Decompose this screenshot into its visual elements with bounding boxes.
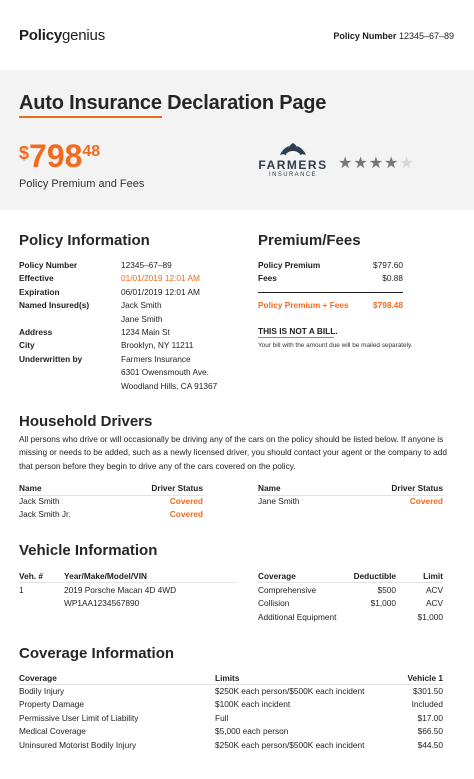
policy-info-value: 12345–67–89 — [121, 260, 172, 270]
policy-info-row — [19, 299, 249, 312]
coverage-info-name: Medical Coverage — [19, 726, 86, 737]
policy-info-value: 06/01/2019 12:01 AM — [121, 286, 200, 297]
drivers-col-name: Name — [19, 483, 42, 493]
coverage-info-limits: Full — [215, 712, 229, 723]
vehicle-model: 2019 Porsche Macan 4D 4WD — [64, 585, 177, 595]
policy-info-value: Brooklyn, NY 11211 — [121, 340, 194, 351]
driver-status: Covered — [409, 496, 443, 506]
vehicle-coverage-row — [258, 597, 443, 610]
drivers-left-list — [19, 495, 203, 522]
drivers-col-status: Driver Status — [151, 483, 203, 493]
coverage-info-name: Property Damage — [19, 699, 85, 710]
coverage-info-vehicle: $66.50 — [417, 726, 443, 737]
drivers-right-list — [258, 495, 443, 508]
coverage-info-row — [19, 712, 443, 725]
price-dollars: 798 — [29, 138, 83, 174]
price-cents: 48 — [82, 143, 101, 160]
driver-name: Jack Smith — [19, 496, 60, 506]
drivers-col-name-2: Name — [258, 483, 281, 493]
brand-bold: Policy — [19, 27, 62, 44]
policy-info-row — [19, 259, 249, 272]
policy-info-value: Woodland Hills, CA 91367 — [121, 380, 218, 391]
policy-info-value: Jane Smith — [121, 313, 163, 324]
policy-info-row — [19, 339, 249, 352]
premium-table — [258, 259, 403, 286]
title-underline — [19, 116, 162, 118]
brand-logo — [19, 27, 105, 44]
price-currency: $ — [19, 143, 30, 163]
policy-info-heading: Policy Information — [19, 232, 150, 249]
covinfo-col-vehicle: Vehicle 1 — [407, 673, 443, 683]
policy-info-label: Expiration — [19, 286, 60, 297]
policy-info-label: Effective — [19, 273, 54, 284]
vehicle-coverage-row — [258, 611, 443, 624]
vehicle-coverage-limit: ACV — [425, 585, 443, 595]
vehicle-coverage-name: Comprehensive — [258, 585, 317, 595]
coverage-info-row — [19, 685, 443, 698]
premium-row — [258, 272, 403, 285]
coverage-info-vehicle: $17.00 — [417, 712, 443, 723]
covinfo-col-coverage: Coverage — [19, 673, 57, 683]
driver-row — [19, 495, 203, 508]
policy-info-row — [19, 326, 249, 339]
coverage-info-limits: $100K each incident — [215, 699, 291, 710]
vehicle-rule — [19, 582, 237, 583]
driver-name: Jane Smith — [258, 496, 300, 506]
coverage-col-limit: Limit — [423, 571, 443, 581]
star-icon: ★ — [399, 155, 415, 172]
vehicle-coverage-limit: $1,000 — [417, 611, 443, 622]
covinfo-col-limits: Limits — [215, 673, 240, 683]
policy-info-value: Jack Smith — [121, 300, 162, 311]
coverage-col-deductible: Deductible — [353, 571, 396, 581]
policy-info-value: Farmers Insurance — [121, 353, 191, 364]
policy-info-row — [19, 380, 249, 393]
driver-status: Covered — [169, 509, 203, 520]
premium-total-value: $798.48 — [373, 300, 403, 310]
coverage-info-row — [19, 725, 443, 738]
policy-info-label: Named Insured(s) — [19, 300, 90, 311]
premium-label: Fees — [258, 273, 277, 284]
premium-value: $797.60 — [373, 260, 403, 270]
insurer-logo-sub: INSURANCE — [269, 172, 317, 178]
coverage-info-name: Permissive User Limit of Liability — [19, 712, 139, 723]
premium-divider — [258, 292, 403, 293]
vehicle-vin: WP1AA1234567890 — [64, 598, 140, 608]
coverage-info-vehicle: Included — [411, 699, 443, 710]
premium-heading: Premium/Fees — [258, 232, 361, 249]
drivers-heading: Household Drivers — [19, 413, 153, 430]
coverage-info-row — [19, 739, 443, 752]
vehicle-coverage-deductible: $500 — [377, 585, 396, 595]
page-title: Auto Insurance Declaration Page — [19, 92, 327, 114]
policy-info-label: Underwritten by — [19, 353, 83, 364]
policy-info-label: Policy Number — [19, 260, 78, 270]
vehicle-coverage-deductible: $1,000 — [370, 598, 396, 609]
policy-info-label: City — [19, 340, 35, 351]
policy-info-value: 1234 Main St — [121, 326, 170, 337]
vehicle-heading: Vehicle Information — [19, 542, 158, 559]
policy-info-row — [19, 313, 249, 326]
coverage-info-name: Bodily Injury — [19, 686, 65, 696]
premium-total-label: Policy Premium + Fees — [258, 300, 349, 310]
star-icon: ★ — [384, 155, 400, 172]
coverage-info-limits: $5,000 each person — [215, 726, 289, 737]
coverage-info-limits: $250K each person/$500K each incident — [215, 739, 365, 750]
vehicle-coverage-row — [258, 584, 443, 597]
premium-row — [258, 259, 403, 272]
vehicle-col-num: Veh. # — [19, 571, 43, 581]
drivers-col-status-2: Driver Status — [391, 483, 443, 493]
vehicle-coverage-name: Additional Equipment — [258, 611, 337, 622]
not-a-bill: THIS IS NOT A BILL. — [258, 326, 338, 336]
coverage-col-name: Coverage — [258, 571, 296, 581]
coverage-rule — [258, 582, 443, 583]
star-icon: ★ — [353, 155, 369, 172]
coverage-info-row — [19, 698, 443, 711]
coverage-info-table — [19, 685, 443, 752]
bill-mail-note: Your bill with the amount due will be mailed separately. — [258, 342, 413, 349]
driver-name: Jack Smith Jr. — [19, 509, 71, 520]
vehicle-coverage-table — [258, 584, 443, 624]
not-a-bill-underline — [258, 337, 334, 338]
policy-info-row — [19, 366, 249, 379]
rating-stars — [338, 156, 415, 172]
star-icon: ★ — [368, 155, 385, 172]
premium-label: Policy Premium — [258, 260, 321, 270]
star-icon: ★ — [338, 155, 354, 172]
coverage-info-limits: $250K each person/$500K each incident — [215, 686, 365, 696]
policy-info-table — [19, 259, 249, 393]
coverage-info-name: Uninsured Motorist Bodily Injury — [19, 739, 137, 750]
policy-info-row — [19, 353, 249, 366]
policy-number-label: Policy Number — [333, 31, 397, 41]
policy-info-value: 6301 Owensmouth Ave. — [121, 367, 209, 378]
insurer-logo-name: FARMERS — [258, 158, 328, 172]
policy-info-value: 01/01/2019 12:01 AM — [121, 273, 200, 284]
drivers-description: All persons who drive or will occasionally be driving any of the cars on the policy should be listed below. If anyone is missing or needs to be added, such as a newly licensed driver, you should contact your agent or the company to add that person before they begin to drive any of the cars covered on the policy. — [19, 434, 448, 471]
price-label: Policy Premium and Fees — [19, 178, 145, 190]
vehicle-coverage-name: Collision — [258, 598, 290, 609]
vehicle-coverage-limit: ACV — [425, 598, 443, 609]
coverage-info-vehicle: $44.50 — [417, 739, 443, 750]
premium-value: $0.88 — [382, 273, 403, 284]
driver-row — [19, 508, 203, 521]
policy-info-row — [19, 286, 249, 299]
vehicle-number: 1 — [19, 585, 24, 595]
premium-total — [19, 140, 100, 172]
coverage-info-heading: Coverage Information — [19, 645, 175, 662]
coverage-info-vehicle: $301.50 — [413, 686, 443, 696]
brand-light: genius — [62, 27, 106, 44]
vehicle-col-ymm: Year/Make/Model/VIN — [64, 571, 148, 581]
driver-status: Covered — [169, 496, 203, 506]
header-policy-number — [333, 31, 454, 41]
driver-row — [258, 495, 443, 508]
policy-info-label: Address — [19, 326, 53, 337]
policy-number-value: 12345–67–89 — [398, 31, 454, 41]
policy-info-row — [19, 272, 249, 285]
